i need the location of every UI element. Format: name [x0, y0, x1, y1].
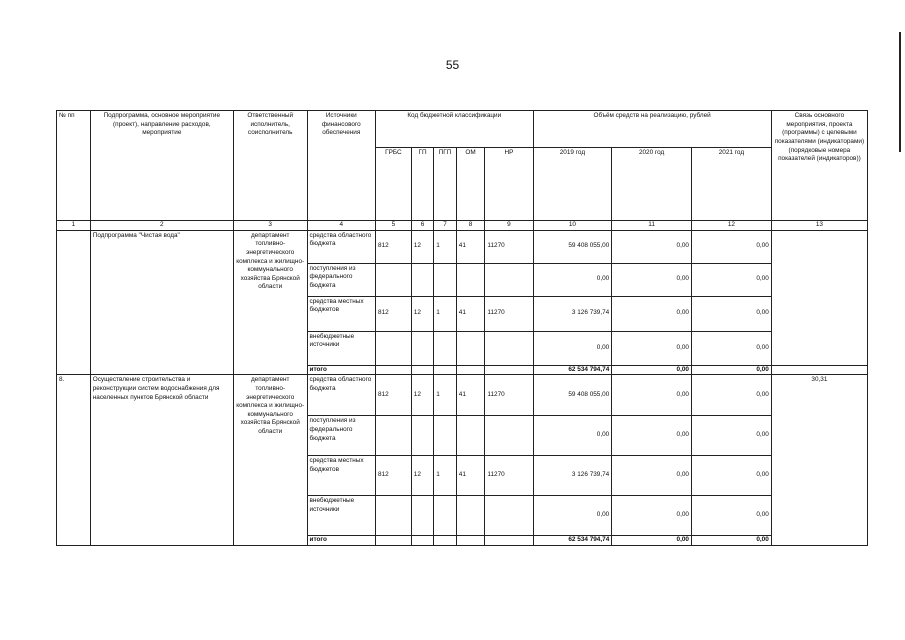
amount-2019: 59 408 055,00 [533, 230, 612, 263]
column-number: 6 [411, 221, 433, 231]
amount-2020: 0,00 [612, 416, 692, 456]
amount-2019: 0,00 [533, 263, 612, 296]
source: средства местных бюджетов [307, 456, 376, 496]
table-row [57, 375, 868, 416]
grbs-code: 812 [376, 296, 412, 331]
nr-code [485, 536, 533, 546]
amount-2020: 0,00 [612, 456, 692, 496]
header-link: Связь основного мероприятия, проекта (программы) с целевыми показателями (индикаторами) (порядковые номера показателей (индикаторов)) [771, 111, 867, 221]
source: средства областного бюджета [307, 375, 376, 416]
pgp-code [434, 365, 456, 375]
om-code [456, 416, 485, 456]
om-code: 41 [456, 296, 485, 331]
amount-2020: 0,00 [612, 263, 692, 296]
header-no: № пп [57, 111, 91, 221]
header-sources: Источники финансового обеспечения [307, 111, 376, 221]
gp-code: 12 [411, 375, 433, 416]
pgp-code: 1 [434, 296, 456, 331]
amount-2019: 3 126 739,74 [533, 456, 612, 496]
om-code [456, 365, 485, 375]
amount-2020: 0,00 [612, 375, 692, 416]
column-number: 2 [90, 221, 233, 231]
grbs-code: 812 [376, 375, 412, 416]
row-no: 8. [57, 375, 91, 546]
nr-code [485, 331, 533, 365]
column-number: 8 [456, 221, 485, 231]
grbs-code: 812 [376, 456, 412, 496]
grbs-code [376, 536, 412, 546]
gp-code: 12 [411, 230, 433, 263]
header-budget-code: Код бюджетной классификации [376, 111, 534, 148]
total-2021: 0,00 [692, 536, 772, 546]
amount-2020: 0,00 [612, 496, 692, 536]
header-volume: Объём средств на реализацию, рублей [533, 111, 771, 148]
executor: департамент топливно-энергетического комплекса и жилищно-коммунального хозяйства Брянской области [233, 230, 307, 375]
page-number: 55 [445, 58, 460, 72]
gp-code [411, 365, 433, 375]
om-code: 41 [456, 375, 485, 416]
nr-code: 11270 [485, 375, 533, 416]
source: поступления из федерального бюджета [307, 416, 376, 456]
om-code [456, 263, 485, 296]
nr-code [485, 416, 533, 456]
header-year-2019: 2019 год [533, 148, 612, 221]
nr-code: 11270 [485, 230, 533, 263]
header-om: ОМ [456, 148, 485, 221]
header-gp: ГП [411, 148, 433, 221]
table-row [57, 230, 868, 263]
source: внебюджетные источники [307, 496, 376, 536]
pgp-code [434, 496, 456, 536]
pgp-code: 1 [434, 456, 456, 496]
pgp-code [434, 263, 456, 296]
column-number: 13 [771, 221, 867, 231]
grbs-code: 812 [376, 230, 412, 263]
total-2019: 62 534 794,74 [533, 365, 612, 375]
grbs-code [376, 416, 412, 456]
total-2021: 0,00 [692, 365, 772, 375]
total-label: итого [307, 536, 376, 546]
source: внебюджетные источники [307, 331, 376, 365]
gp-code [411, 536, 433, 546]
amount-2021: 0,00 [692, 263, 772, 296]
nr-code [485, 496, 533, 536]
amount-2021: 0,00 [692, 456, 772, 496]
source: средства местных бюджетов [307, 296, 376, 331]
header-grbs: ГРБС [376, 148, 412, 221]
column-number: 3 [233, 221, 307, 231]
amount-2019: 0,00 [533, 416, 612, 456]
column-number: 10 [533, 221, 612, 231]
pgp-code: 1 [434, 230, 456, 263]
header-program: Подпрограмма, основное мероприятие (проект), направление расходов, мероприятие [90, 111, 233, 221]
amount-2019: 3 126 739,74 [533, 296, 612, 331]
om-code [456, 536, 485, 546]
source: средства областного бюджета [307, 230, 376, 263]
gp-code: 12 [411, 456, 433, 496]
om-code: 41 [456, 230, 485, 263]
nr-code [485, 365, 533, 375]
total-2020: 0,00 [612, 365, 692, 375]
header-executor: Ответственный исполнитель, соисполнитель [233, 111, 307, 221]
scan-edge-mark [899, 32, 901, 152]
amount-2021: 0,00 [692, 296, 772, 331]
column-number: 4 [307, 221, 376, 231]
row-no [57, 230, 91, 375]
column-number: 12 [692, 221, 772, 231]
header-pgp: ПГП [434, 148, 456, 221]
amount-2021: 0,00 [692, 230, 772, 263]
nr-code [485, 263, 533, 296]
om-code [456, 496, 485, 536]
total-label: итого [307, 365, 376, 375]
grbs-code [376, 496, 412, 536]
header-year-2021: 2021 год [692, 148, 772, 221]
amount-2021: 0,00 [692, 375, 772, 416]
amount-2020: 0,00 [612, 230, 692, 263]
pgp-code: 1 [434, 375, 456, 416]
program-name: Подпрограмма "Чистая вода" [90, 230, 233, 375]
header-nr: НР [485, 148, 533, 221]
amount-2021: 0,00 [692, 496, 772, 536]
column-number: 1 [57, 221, 91, 231]
header-year-2020: 2020 год [612, 148, 692, 221]
amount-2019: 0,00 [533, 331, 612, 365]
gp-code: 12 [411, 296, 433, 331]
total-2019: 62 534 794,74 [533, 536, 612, 546]
pgp-code [434, 331, 456, 365]
grbs-code [376, 263, 412, 296]
header-row [57, 111, 868, 148]
column-number-row [57, 221, 868, 231]
amount-2021: 0,00 [692, 331, 772, 365]
column-number: 9 [485, 221, 533, 231]
pgp-code [434, 536, 456, 546]
gp-code [411, 496, 433, 536]
column-number: 11 [612, 221, 692, 231]
amount-2019: 59 408 055,00 [533, 375, 612, 416]
gp-code [411, 416, 433, 456]
indicator-link [771, 365, 867, 375]
grbs-code [376, 365, 412, 375]
grbs-code [376, 331, 412, 365]
nr-code: 11270 [485, 296, 533, 331]
source: поступления из федерального бюджета [307, 263, 376, 296]
gp-code [411, 263, 433, 296]
indicator-link: 30,31 [771, 375, 867, 546]
nr-code: 11270 [485, 456, 533, 496]
amount-2020: 0,00 [612, 331, 692, 365]
om-code [456, 331, 485, 365]
program-name: Осуществление строительства и реконструкции систем водоснабжения для населенных пунктов Брянской области [90, 375, 233, 546]
total-2020: 0,00 [612, 536, 692, 546]
amount-2021: 0,00 [692, 416, 772, 456]
amount-2020: 0,00 [612, 296, 692, 331]
gp-code [411, 331, 433, 365]
column-number: 7 [434, 221, 456, 231]
amount-2019: 0,00 [533, 496, 612, 536]
om-code: 41 [456, 456, 485, 496]
indicator-link [771, 230, 867, 365]
budget-table [56, 110, 868, 546]
executor: департамент топливно-энергетического комплекса и жилищно-коммунального хозяйства Брянской области [233, 375, 307, 546]
pgp-code [434, 416, 456, 456]
column-number: 5 [376, 221, 412, 231]
